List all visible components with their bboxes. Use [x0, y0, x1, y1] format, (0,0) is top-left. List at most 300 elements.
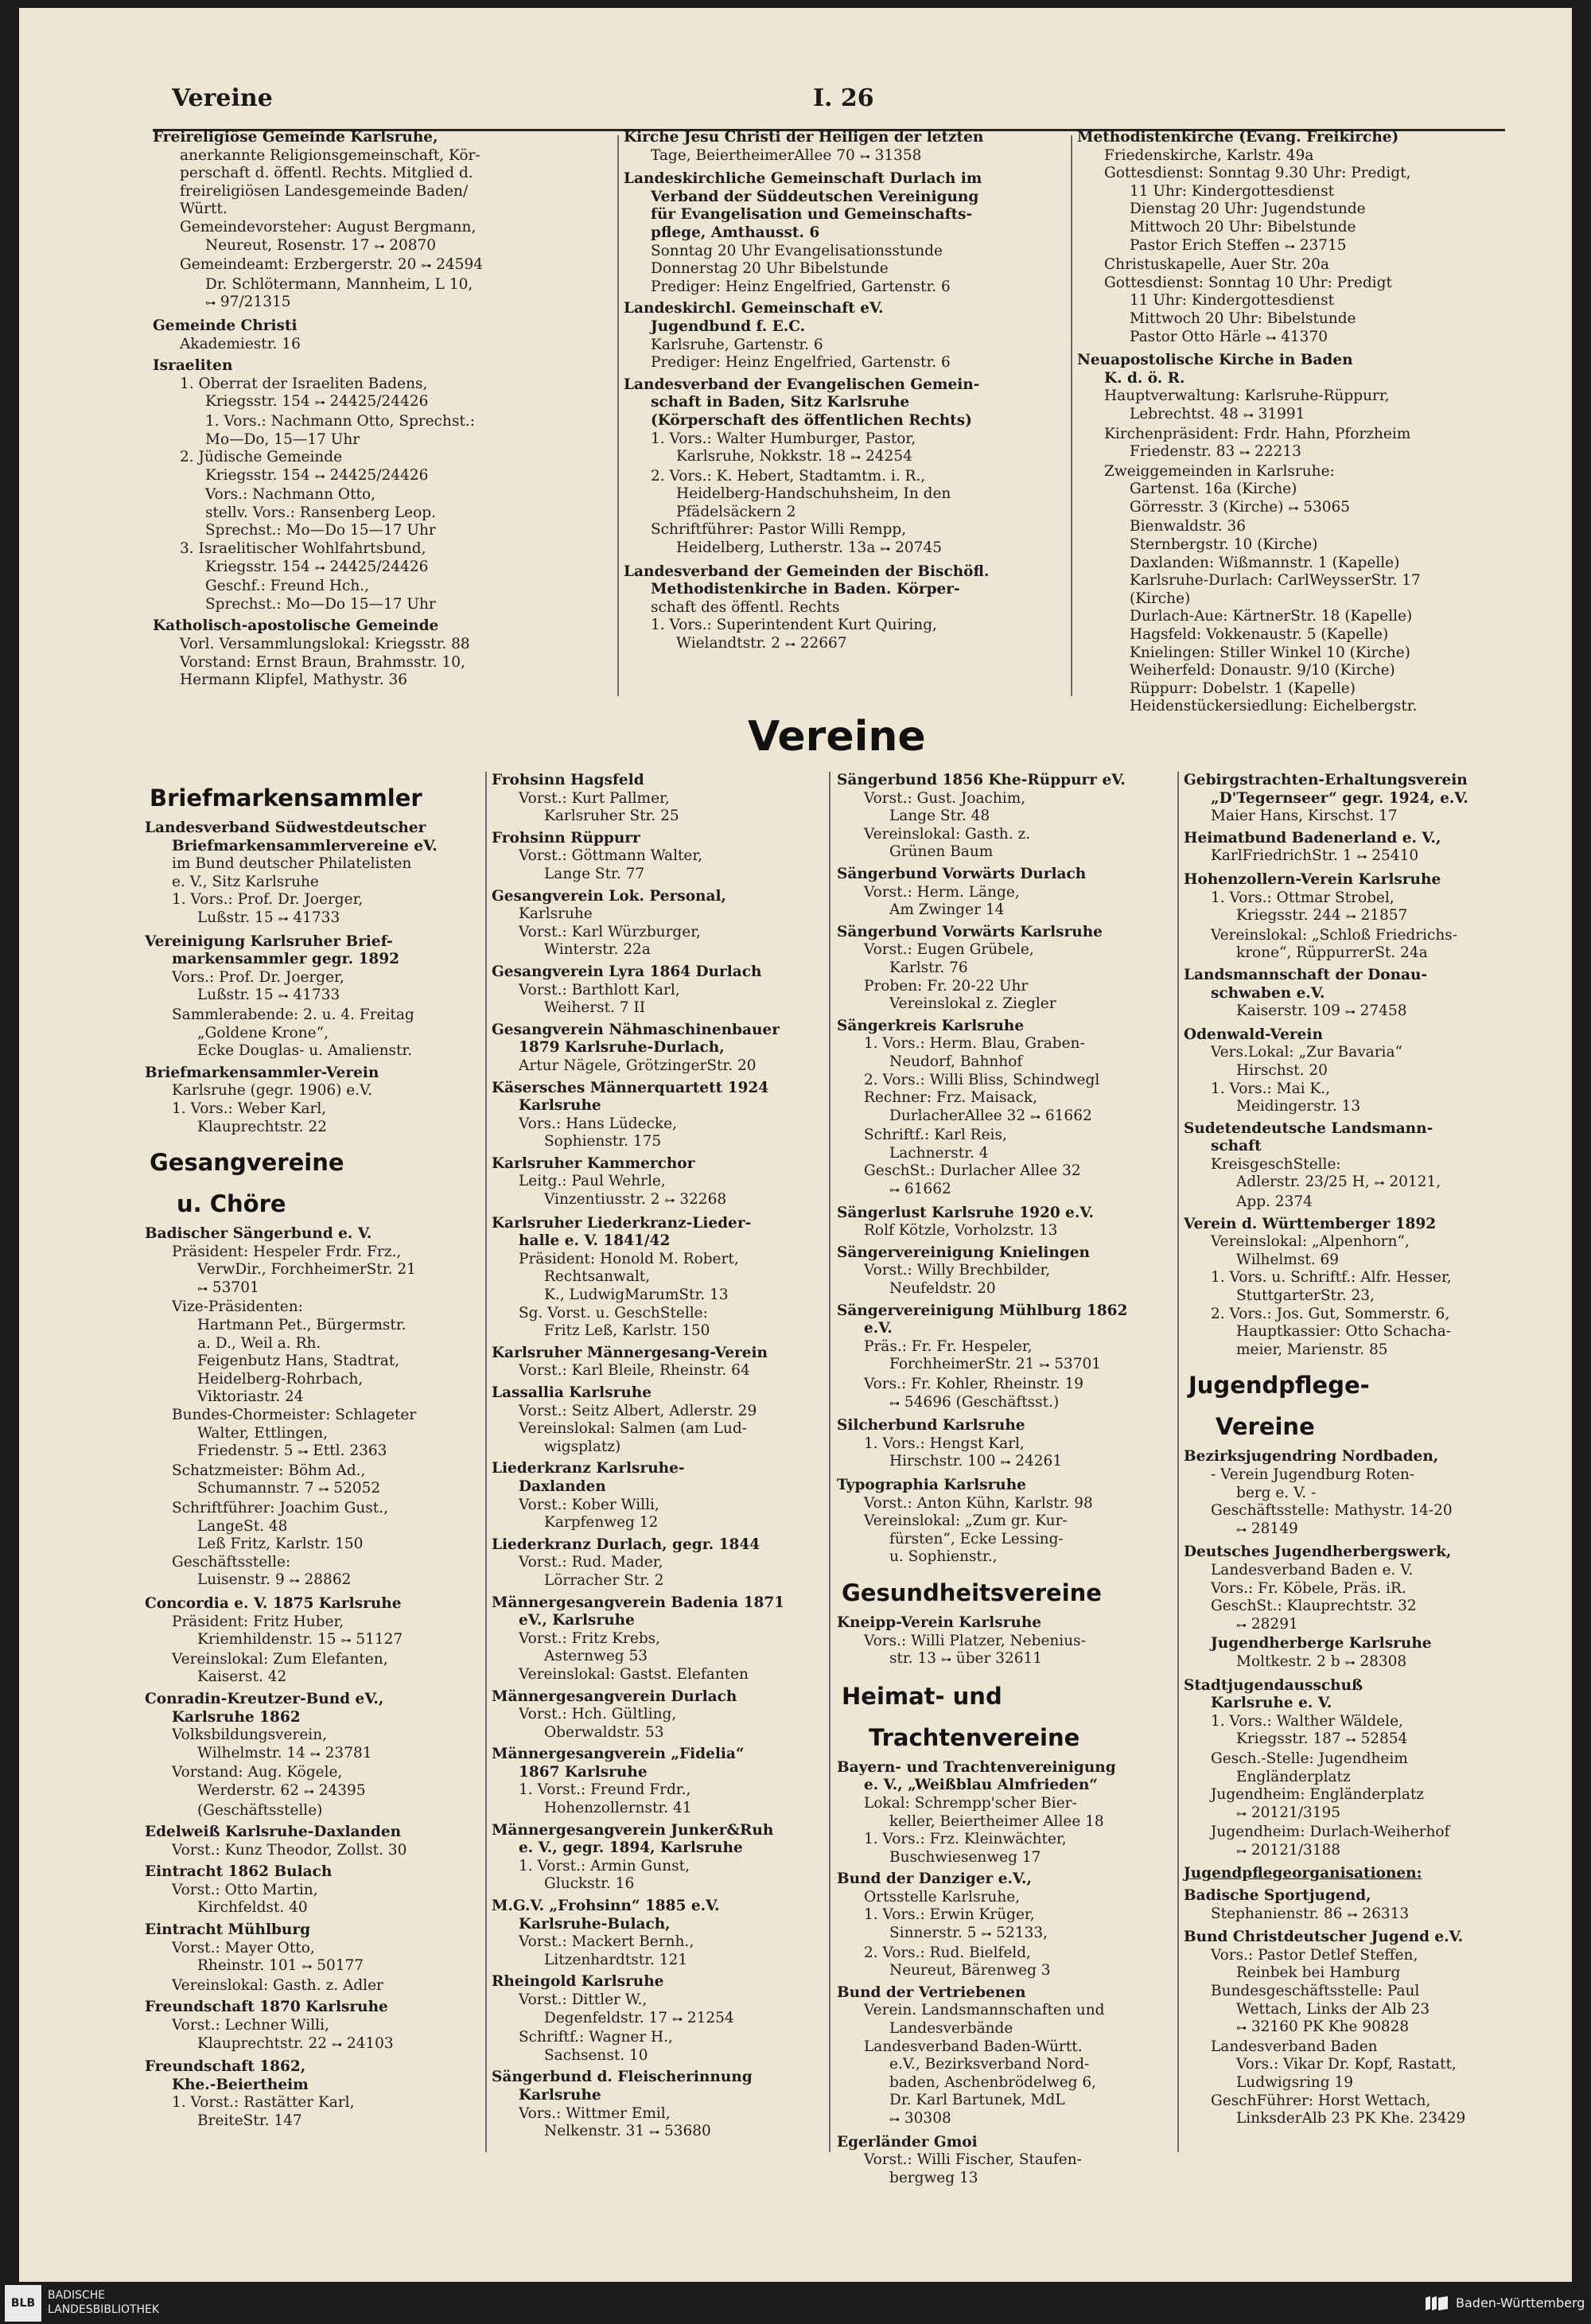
- entry-line: Fritz Leß, Karlstr. 150: [544, 1322, 710, 1340]
- entry-line: - Verein Jugendburg Roten-: [1211, 1466, 1415, 1483]
- entry-line: Am Zwinger 14: [889, 901, 1005, 919]
- entry-line: Kriegsstr. 244 ⊶ 21857: [1236, 907, 1408, 925]
- entry-line: Hauptkassier: Otto Schacha-: [1236, 1323, 1451, 1341]
- entry-title: Bund Christdeutscher Jugend e.V.: [1184, 1929, 1464, 1946]
- entry-title: Badische Sportjugend,: [1184, 1887, 1371, 1905]
- entry-title: Kneipp-Verein Karlsruhe: [837, 1614, 1042, 1631]
- telephone-arrow-icon: ⊶: [1236, 1619, 1247, 1632]
- entry-title: Landesverband der Gemeinden der Bischöfl.: [624, 563, 990, 580]
- entry-title: Frohsinn Hagsfeld: [492, 772, 644, 788]
- entry-line: keller, Beiertheimer Allee 18: [889, 1812, 1104, 1830]
- entry-line: Vorst.: Otto Martin,: [172, 1881, 318, 1898]
- entry-line: Vorst.: Mayer Otto,: [172, 1939, 315, 1956]
- entry-line: Präsident: Fritz Huber,: [172, 1613, 344, 1630]
- directory-entry: [1077, 129, 1523, 348]
- directory-entry: [153, 357, 614, 613]
- entry-line: Friedenskirche, Karlstr. 49a: [1104, 146, 1314, 164]
- directory-entry: [837, 1759, 1171, 1867]
- entry-line: Vors.: Vikar Dr. Kopf, Rastatt,: [1236, 2056, 1457, 2073]
- section-heading: Vereine: [1216, 1413, 1315, 1441]
- entry-line: Vorst.: Dittler W.,: [519, 1991, 648, 2008]
- blb-logo-icon: BLB: [5, 2285, 41, 2322]
- telephone-arrow-icon: ⊶: [859, 150, 870, 163]
- entry-line: Geschf.: Freund Hch.,: [205, 578, 370, 595]
- entry-title: Sängervereinigung Knielingen: [837, 1244, 1090, 1261]
- entry-title: Sängerbund Vorwärts Durlach: [837, 865, 1087, 882]
- telephone-arrow-icon: ⊶: [1243, 409, 1254, 422]
- directory-entry: [492, 1746, 826, 1817]
- entry-line: Winterstr. 22a: [544, 941, 651, 959]
- library-name-line2: LANDESBIBLIOTHEK: [48, 2303, 160, 2316]
- entry-line: Vors.: Wittmer Emil,: [519, 2104, 671, 2122]
- entry-line: meier, Marienstr. 85: [1236, 1341, 1388, 1358]
- entry-title: Vereinigung Karlsruher Brief-: [145, 932, 393, 950]
- entry-line: 1879 Karlsruhe-Durlach,: [519, 1039, 725, 1057]
- entry-line: ⊶ 28149: [1236, 1520, 1298, 1537]
- entry-line: u. Sophienstr.,: [889, 1548, 998, 1566]
- telephone-arrow-icon: ⊶: [671, 2013, 683, 2026]
- telephone-arrow-icon: ⊶: [340, 1635, 352, 1648]
- entry-line: Engländerplatz: [1236, 1768, 1351, 1785]
- entry-line: Lußstr. 15 ⊶ 41733: [197, 909, 340, 926]
- telephone-arrow-icon: ⊶: [421, 260, 432, 273]
- entry-line: Vors.: Hans Lüdecke,: [519, 1115, 677, 1132]
- entry-title: Sängervereinigung Mühlburg 1862: [837, 1302, 1128, 1319]
- entry-title: Gesangverein Lok. Personal,: [492, 887, 726, 905]
- entry-line: Werderstr. 62 ⊶ 24395: [197, 1781, 366, 1799]
- entry-line: berg e. V. -: [1236, 1484, 1317, 1501]
- entry-title: M.G.V. „Frohsinn“ 1885 e.V.: [492, 1898, 720, 1915]
- telephone-arrow-icon: ⊶: [298, 1446, 309, 1459]
- telephone-arrow-icon: ⊶: [197, 1283, 208, 1295]
- entry-line: 1. Vorst.: Rastätter Karl,: [172, 2094, 355, 2112]
- entry-line: KarlFriedrichStr. 1 ⊶ 25410: [1211, 847, 1419, 865]
- entry-line: Weiherfeld: Donaustr. 9/10 (Kirche): [1130, 662, 1395, 679]
- entry-line: Daxlanden: [519, 1477, 606, 1495]
- telephone-arrow-icon: ⊶: [1266, 332, 1277, 345]
- entry-line: Vors.: Pastor Detlef Steffen,: [1211, 1946, 1418, 1964]
- entry-line: Bundes-Chormeister: Schlageter: [172, 1407, 417, 1424]
- entry-line: ⊶ 20121/3195: [1236, 1804, 1341, 1821]
- section-heading: Gesundheitsvereine: [842, 1579, 1102, 1606]
- entry-line: fürsten“, Ecke Lessing-: [889, 1530, 1064, 1547]
- telephone-arrow-icon: ⊶: [374, 240, 385, 253]
- entry-line: Landesverband Baden: [1211, 2038, 1378, 2055]
- entry-title: Eintracht Mühlburg: [145, 1921, 311, 1939]
- directory-entry: [145, 1863, 479, 1917]
- telephone-arrow-icon: ⊶: [1344, 1006, 1356, 1019]
- entry-line: Vorstand: Ernst Braun, Brahmsstr. 10,: [180, 653, 465, 671]
- entry-line: Sg. Vorst. u. GeschStelle:: [519, 1304, 708, 1322]
- entry-line: 1. Vors.: Hengst Karl,: [864, 1434, 1025, 1452]
- entry-line: Kaiserstr. 109 ⊶ 27458: [1236, 1002, 1407, 1020]
- entry-line: stellv. Vors.: Ransenberg Leop.: [205, 504, 436, 521]
- entry-line: Rheinstr. 101 ⊶ 50177: [197, 1957, 364, 1975]
- entry-title: Briefmarkensammler-Verein: [145, 1064, 379, 1081]
- top-column-3: [1077, 129, 1523, 720]
- directory-entry: [837, 924, 1171, 1014]
- entry-title: Rheingold Karlsruhe: [492, 1973, 664, 1991]
- directory-entry: [837, 2134, 1171, 2188]
- entry-line: Sinnerstr. 5 ⊶ 52133,: [889, 1925, 1048, 1942]
- telephone-arrow-icon: ⊶: [309, 1748, 321, 1761]
- entry-line: StuttgarterStr. 23,: [1236, 1287, 1375, 1305]
- entry-title: Gemeinde Christi: [153, 317, 298, 334]
- entry-line: Tage, BeiertheimerAllee 70 ⊶ 31358: [651, 146, 922, 164]
- entry-line: Zweiggemeinden in Karlsruhe:: [1104, 462, 1335, 480]
- directory-entry: [1184, 1929, 1518, 2128]
- entry-line: 1. Oberrat der Israeliten Badens,: [180, 375, 428, 392]
- header-page-number: I. 26: [813, 84, 874, 112]
- entry-title: Bund der Danziger e.V.,: [837, 1870, 1032, 1888]
- entry-line: Neureut, Bärenweg 3: [889, 1962, 1051, 1979]
- entry-line: Wilhelmst. 69: [1236, 1251, 1340, 1268]
- entry-line: Mittwoch 20 Uhr: Bibelstunde: [1130, 309, 1356, 327]
- entry-title: Bezirksjugendring Nordbaden,: [1184, 1448, 1439, 1466]
- entry-line: Luisenstr. 9 ⊶ 28862: [197, 1571, 352, 1589]
- directory-entry: [145, 1225, 479, 1591]
- entry-title: Concordia e. V. 1875 Karlsruhe: [145, 1594, 402, 1612]
- entry-line: Vorst.: Fritz Krebs,: [519, 1629, 661, 1647]
- entry-line: Viktoriastr. 24: [197, 1388, 304, 1406]
- entry-line: Gemeindevorsteher: August Bergmann,: [180, 218, 477, 236]
- entry-line: Vorst.: Karl Würzburger,: [519, 923, 701, 940]
- directory-entry: [837, 1205, 1171, 1240]
- entry-line: Reinbek bei Hamburg: [1236, 1964, 1401, 1982]
- entry-line: Vereinslokal z. Ziegler: [889, 995, 1056, 1013]
- entry-line: 1. Vors.: Mai K.,: [1211, 1080, 1331, 1097]
- entry-line: Hagsfeld: Vokkenaustr. 5 (Kapelle): [1130, 626, 1389, 644]
- entry-line: GeschFührer: Horst Wettach,: [1211, 2092, 1431, 2109]
- entry-title: Jugendpflegeorganisationen:: [1184, 1865, 1422, 1882]
- entry-line: Hermann Klipfel, Mathystr. 36: [180, 672, 407, 689]
- entry-line: Adlerstr. 23/25 H, ⊶ 20121,: [1236, 1174, 1441, 1191]
- entry-line: Vorst.: Gust. Joachim,: [864, 789, 1026, 807]
- entry-line: Vereinslokal: „Zum gr. Kur-: [864, 1512, 1068, 1530]
- directory-entry: [492, 1345, 826, 1380]
- entry-title: Sängerbund Vorwärts Karlsruhe: [837, 923, 1103, 940]
- entry-line: Karlsruhe e. V.: [1211, 1695, 1332, 1712]
- entry-title: Freundschaft 1862,: [145, 2058, 306, 2076]
- telephone-arrow-icon: ⊶: [314, 397, 325, 410]
- entry-line: Kaiserst. 42: [197, 1668, 287, 1686]
- entry-line: Prediger: Heinz Engelfried, Gartenstr. 6: [651, 354, 951, 372]
- entry-title: Gebirgstrachten-Erhaltungsverein: [1184, 772, 1468, 788]
- entry-line: Karpfenweg 12: [544, 1514, 659, 1532]
- entry-line: 2. Vors.: Rud. Bielfeld,: [864, 1944, 1031, 1961]
- entry-line: Rüppurr: Dobelstr. 1 (Kapelle): [1130, 679, 1356, 697]
- telephone-arrow-icon: ⊶: [889, 1397, 900, 1410]
- entry-line: Vereinslokal: „Alpenhorn“,: [1211, 1233, 1410, 1251]
- entry-line: Bundesgeschäftsstelle: Paul: [1211, 1983, 1420, 2000]
- entry-line: Vereinslokal: Gasth. z. Adler: [172, 1976, 383, 1994]
- library-name: [48, 2288, 159, 2317]
- section-heading: u. Chöre: [177, 1190, 286, 1218]
- directory-entry: [492, 963, 826, 1018]
- entry-line: ⊶ 97/21315: [205, 294, 291, 311]
- directory-entry: [492, 772, 826, 826]
- directory-entry: [1184, 1120, 1518, 1212]
- entry-line: e. V., gegr. 1894, Karlsruhe: [519, 1839, 743, 1857]
- entry-line: Landesverband Baden e. V.: [1211, 1561, 1414, 1579]
- entry-line: wigsplatz): [544, 1438, 621, 1455]
- section-heading: Gesangvereine: [150, 1149, 344, 1177]
- entry-line: Sternbergstr. 10 (Kirche): [1130, 536, 1318, 554]
- directory-entry: [145, 933, 479, 1061]
- entry-line: Württ.: [180, 200, 228, 218]
- page-sheet: [19, 8, 1572, 2282]
- entry-line: 1. Vors.: Superintendent Kurt Quiring,: [651, 617, 937, 634]
- bottom-column-2: [492, 772, 826, 2147]
- directory-entry: [492, 1460, 826, 1532]
- entry-line: Jugendheim: Engländerplatz: [1211, 1786, 1425, 1804]
- entry-title: Freireligiöse Gemeinde Karlsruhe,: [153, 129, 438, 146]
- telephone-arrow-icon: ⊶: [664, 1195, 675, 1208]
- entry-line: Schriftf.: Wagner H.,: [519, 2029, 673, 2046]
- entry-line: K. d. ö. R.: [1104, 369, 1185, 387]
- entry-line: Klauprechtstr. 22 ⊶ 24103: [197, 2034, 394, 2052]
- entry-line: krone“, RüppurrerSt. 24a: [1236, 944, 1428, 962]
- directory-entry: [624, 170, 1069, 296]
- entry-line: schaft in Baden, Sitz Karlsruhe: [651, 394, 910, 411]
- entry-line: markensammler gegr. 1892: [172, 951, 399, 968]
- telephone-arrow-icon: ⊶: [301, 1961, 313, 1974]
- entry-line: Lachnerstr. 4: [889, 1144, 989, 1162]
- entry-line: Wielandtstr. 2 ⊶ 22667: [676, 635, 847, 652]
- entry-line: 2. Vors.: K. Hebert, Stadtamtm. i. R.,: [651, 467, 926, 485]
- library-name-line1: BADISCHE: [48, 2289, 106, 2302]
- entry-line: Kriegsstr. 154 ⊶ 24425/24426: [205, 466, 429, 484]
- telephone-arrow-icon: ⊶: [1236, 2022, 1247, 2035]
- entry-line: Vorst.: Herm. Länge,: [864, 883, 1020, 901]
- entry-line: Oberwaldstr. 53: [544, 1723, 664, 1741]
- entry-line: Vorst.: Mackert Bernh.,: [519, 1933, 694, 1951]
- entry-line: Vors.: Prof. Dr. Joerger,: [172, 968, 344, 986]
- entry-line: Durlach-Aue: KärtnerStr. 18 (Kapelle): [1130, 608, 1413, 625]
- entry-line: Daxlanden: Wißmannstr. 1 (Kapelle): [1130, 554, 1400, 571]
- entry-line: LangeSt. 48: [197, 1517, 288, 1535]
- entry-line: Maier Hans, Kirschst. 17: [1211, 808, 1398, 825]
- entry-line: e.V., Bezirksverband Nord-: [889, 2056, 1090, 2073]
- telephone-arrow-icon: ⊶: [205, 298, 216, 310]
- directory-entry: [837, 772, 1171, 862]
- entry-line: Vorst.: Hch. Gültling,: [519, 1706, 677, 1723]
- entry-line: Jugendbund f. E.C.: [651, 317, 806, 335]
- telephone-arrow-icon: ⊶: [784, 639, 796, 652]
- entry-line: Verein. Landsmannschaften und: [864, 2002, 1105, 2019]
- entry-line: ⊶ 54696 (Geschäftsst.): [889, 1393, 1060, 1411]
- entry-title: Typographia Karlsruhe: [837, 1476, 1026, 1493]
- entry-line: LinksderAlb 23 PK Khe. 23429: [1236, 2110, 1466, 2127]
- section-heading: Heimat- und: [842, 1682, 1002, 1710]
- entry-line: BreiteStr. 147: [197, 2112, 302, 2129]
- entry-line: Buschwiesenweg 17: [889, 1848, 1041, 1866]
- entry-line: Heidelberg-Rohrbach,: [197, 1370, 364, 1388]
- entry-title: Odenwald-Verein: [1184, 1026, 1323, 1043]
- entry-title: Karlsruher Liederkranz-Lieder-: [492, 1214, 752, 1232]
- entry-line: Sachsenst. 10: [544, 2046, 648, 2064]
- entry-line: Dienstag 20 Uhr: Jugendstunde: [1130, 200, 1366, 218]
- entry-line: im Bund deutscher Philatelisten: [172, 855, 412, 873]
- entry-line: Pfädelsäckern 2: [676, 503, 796, 520]
- entry-title: Gesangverein Nähmaschinenbauer: [492, 1021, 780, 1038]
- entry-line: GeschSt.: Klauprechtstr. 32: [1211, 1598, 1417, 1615]
- column-divider: [485, 772, 487, 2152]
- entry-line: Klauprechtstr. 22: [197, 1118, 328, 1135]
- entry-line: Sophienstr. 175: [544, 1133, 662, 1150]
- directory-entry: [492, 1822, 826, 1894]
- directory-entry: [153, 317, 614, 353]
- telephone-arrow-icon: ⊶: [649, 2127, 660, 2139]
- entry-line: Hirschst. 20: [1236, 1061, 1328, 1079]
- entry-line: e. V., Sitz Karlsruhe: [172, 873, 319, 890]
- entry-title: Edelweiß Karlsruhe-Daxlanden: [145, 1824, 402, 1841]
- entry-line: Kriemhildenstr. 15 ⊶ 51127: [197, 1631, 403, 1649]
- entry-line: Präsident: Hespeler Frdr. Frz.,: [172, 1243, 402, 1260]
- directory-entry: [624, 300, 1069, 372]
- directory-entry: [145, 1824, 479, 1859]
- entry-line: Gottesdienst: Sonntag 10 Uhr: Predigt: [1104, 274, 1392, 291]
- entry-line: str. 13 ⊶ über 32611: [889, 1650, 1043, 1668]
- entry-line: bergweg 13: [889, 2169, 978, 2186]
- directory-entry: [492, 1155, 826, 1211]
- entry-title: Liederkranz Karlsruhe-: [492, 1460, 685, 1477]
- telephone-arrow-icon: ⊶: [940, 1654, 951, 1667]
- entry-line: Lebrechtst. 48 ⊶ 31991: [1130, 405, 1305, 422]
- entry-line: 11 Uhr: Kindergottesdienst: [1130, 292, 1335, 309]
- entry-line: Karlsruhe: [519, 1097, 601, 1115]
- entry-line: eV., Karlsruhe: [519, 1612, 635, 1629]
- entry-line: Feigenbutz Hans, Stadtrat,: [197, 1353, 400, 1370]
- entry-title: Badischer Sängerbund e. V.: [145, 1225, 372, 1243]
- entry-line: Wettach, Links der Alb 23: [1236, 2000, 1430, 2018]
- entry-line: Vorst.: Seitz Albert, Adlerstr. 29: [519, 1402, 757, 1419]
- directory-entry: [1184, 1448, 1518, 1540]
- entry-line: 11 Uhr: Kindergottesdienst: [1130, 182, 1335, 200]
- entry-title: Landesverband Südwestdeutscher: [145, 819, 426, 836]
- bottom-column-3: [837, 772, 1171, 2191]
- entry-title: Conradin-Kreutzer-Bund eV.,: [145, 1690, 384, 1707]
- entry-line: Friedenstr. 83 ⊶ 22213: [1130, 443, 1301, 461]
- entry-title: Gesangverein Lyra 1864 Durlach: [492, 963, 762, 980]
- entry-line: Artur Nägele, GrötzingerStr. 20: [519, 1057, 757, 1074]
- directory-entry: [492, 1594, 826, 1684]
- entry-line: Weiherst. 7 II: [544, 999, 646, 1017]
- entry-title: Stadtjugendausschuß: [1184, 1676, 1363, 1694]
- directory-entry: [1184, 1865, 1518, 1883]
- directory-entry: [837, 1302, 1171, 1414]
- directory-entry: [624, 129, 1069, 166]
- telephone-arrow-icon: ⊶: [1236, 1524, 1247, 1536]
- entry-line: a. D., Weil a. Rh.: [197, 1334, 321, 1352]
- entry-line: ⊶ 32160 PK Khe 90828: [1236, 2018, 1410, 2036]
- entry-line: 1. Vors.: Erwin Krüger,: [864, 1906, 1035, 1924]
- column-divider: [617, 135, 619, 696]
- entry-line: (Kirche): [1130, 590, 1191, 607]
- entry-line: Sprechst.: Mo—Do 15—17 Uhr: [205, 595, 436, 613]
- entry-title: Sängerlust Karlsruhe 1920 e.V.: [837, 1204, 1094, 1221]
- telephone-arrow-icon: ⊶: [1288, 502, 1299, 515]
- entry-line: Vorst.: Kober Willi,: [519, 1496, 659, 1513]
- entry-line: anerkannte Religionsgemeinschaft, Kör-: [180, 146, 480, 164]
- entry-line: Vize-Präsidenten:: [172, 1298, 303, 1316]
- entry-line: ⊶ 53701: [197, 1279, 259, 1296]
- entry-line: Karlsruher Str. 25: [544, 808, 679, 825]
- entry-title: Neuapostolische Kirche in Baden: [1077, 352, 1353, 369]
- directory-entry: [1184, 871, 1518, 963]
- section-heading-vereine: Vereine: [748, 713, 926, 761]
- entry-line: Hauptverwaltung: Karlsruhe-Rüppurr,: [1104, 387, 1390, 405]
- directory-entry: [492, 830, 826, 884]
- entry-line: 1. Vors.: Nachmann Otto, Sprechst.:: [205, 412, 475, 430]
- directory-entry: [1184, 830, 1518, 867]
- entry-line: 1. Vorst.: Freund Frdr.,: [519, 1781, 691, 1799]
- entry-line: Vors.: Fr. Köbele, Präs. iR.: [1211, 1579, 1406, 1597]
- entry-line: Karlsruhe (gegr. 1906) e.V.: [172, 1082, 373, 1100]
- entry-line: Heidelberg, Lutherstr. 13a ⊶ 20745: [676, 539, 942, 557]
- entry-title: Karlsruher Kammerchor: [492, 1154, 695, 1172]
- entry-line: schaft: [1211, 1138, 1262, 1155]
- entry-title: Männergesangverein Durlach: [492, 1688, 737, 1705]
- entry-line: Vors.: Willi Platzer, Nebenius-: [864, 1632, 1086, 1649]
- entry-line: Karlstr. 76: [889, 959, 968, 976]
- entry-line: Ortsstelle Karlsruhe,: [864, 1888, 1021, 1906]
- entry-line: Proben: Fr. 20-22 Uhr: [864, 977, 1029, 995]
- entry-line: Jugendheim: Durlach-Weiherhof: [1211, 1824, 1450, 1841]
- entry-line: Lörracher Str. 2: [544, 1571, 664, 1589]
- directory-entry: [145, 2058, 479, 2130]
- coat-of-arms-icon: [1424, 2295, 1449, 2312]
- entry-line: Litzenhardtstr. 121: [544, 1951, 688, 1968]
- entry-line: Schriftf.: Karl Reis,: [864, 1127, 1007, 1144]
- telephone-arrow-icon: ⊶: [1039, 1360, 1050, 1372]
- entry-line: Vorst.: Lechner Willi,: [172, 2017, 329, 2034]
- entry-line: Vereinslokal: Gastst. Elefanten: [519, 1665, 749, 1683]
- entry-line: Walter, Ettlingen,: [197, 1424, 329, 1442]
- entry-line: Kriegsstr. 154 ⊶ 24425/24426: [205, 558, 429, 575]
- telephone-arrow-icon: ⊶: [278, 991, 289, 1003]
- section-heading: Jugendpflege-: [1188, 1372, 1370, 1399]
- entry-line: Verband der Süddeutschen Vereinigung: [651, 188, 979, 205]
- entry-line: Vorst.: Kunz Theodor, Zollst. 30: [172, 1841, 407, 1859]
- entry-line: Geschäftsstelle: Mathystr. 14-20: [1211, 1502, 1453, 1520]
- entry-line: Dr. Schlötermann, Mannheim, L 10,: [205, 275, 473, 293]
- directory-entry: [145, 819, 479, 929]
- directory-entry: [492, 1688, 826, 1742]
- section-heading: Trachtenvereine: [869, 1723, 1080, 1751]
- entry-line: Schriftführer: Joachim Gust.,: [172, 1500, 388, 1516]
- directory-entry: [837, 1614, 1171, 1670]
- entry-line: 1. Vors.: Weber Karl,: [172, 1100, 327, 1117]
- entry-line: Karlsruhe-Durlach: CarlWeysserStr. 17: [1130, 572, 1421, 590]
- entry-line: Vereinslokal: Zum Elefanten,: [172, 1650, 388, 1668]
- directory-entry: [145, 1999, 479, 2054]
- entry-line: Neureut, Rosenstr. 17 ⊶ 20870: [205, 236, 437, 254]
- telephone-arrow-icon: ⊶: [1000, 1457, 1011, 1470]
- entry-title: Israeliten: [153, 357, 233, 375]
- entry-line: Prediger: Heinz Engelfried, Gartenstr. 6: [651, 278, 951, 295]
- entry-line: KreisgeschStelle:: [1211, 1155, 1341, 1173]
- telephone-arrow-icon: ⊶: [278, 913, 289, 925]
- entry-line: ForchheimerStr. 21 ⊶ 53701: [889, 1356, 1102, 1373]
- entry-line: Präs.: Fr. Fr. Hespeler,: [864, 1337, 1033, 1355]
- entry-line: ⊶ 28291: [1236, 1615, 1298, 1633]
- directory-entry: [837, 1477, 1171, 1567]
- entry-line: Vorst.: Eugen Grübele,: [864, 941, 1034, 959]
- telephone-arrow-icon: ⊶: [331, 2038, 342, 2051]
- directory-entry: [1077, 352, 1523, 716]
- telephone-arrow-icon: ⊶: [1030, 1111, 1041, 1123]
